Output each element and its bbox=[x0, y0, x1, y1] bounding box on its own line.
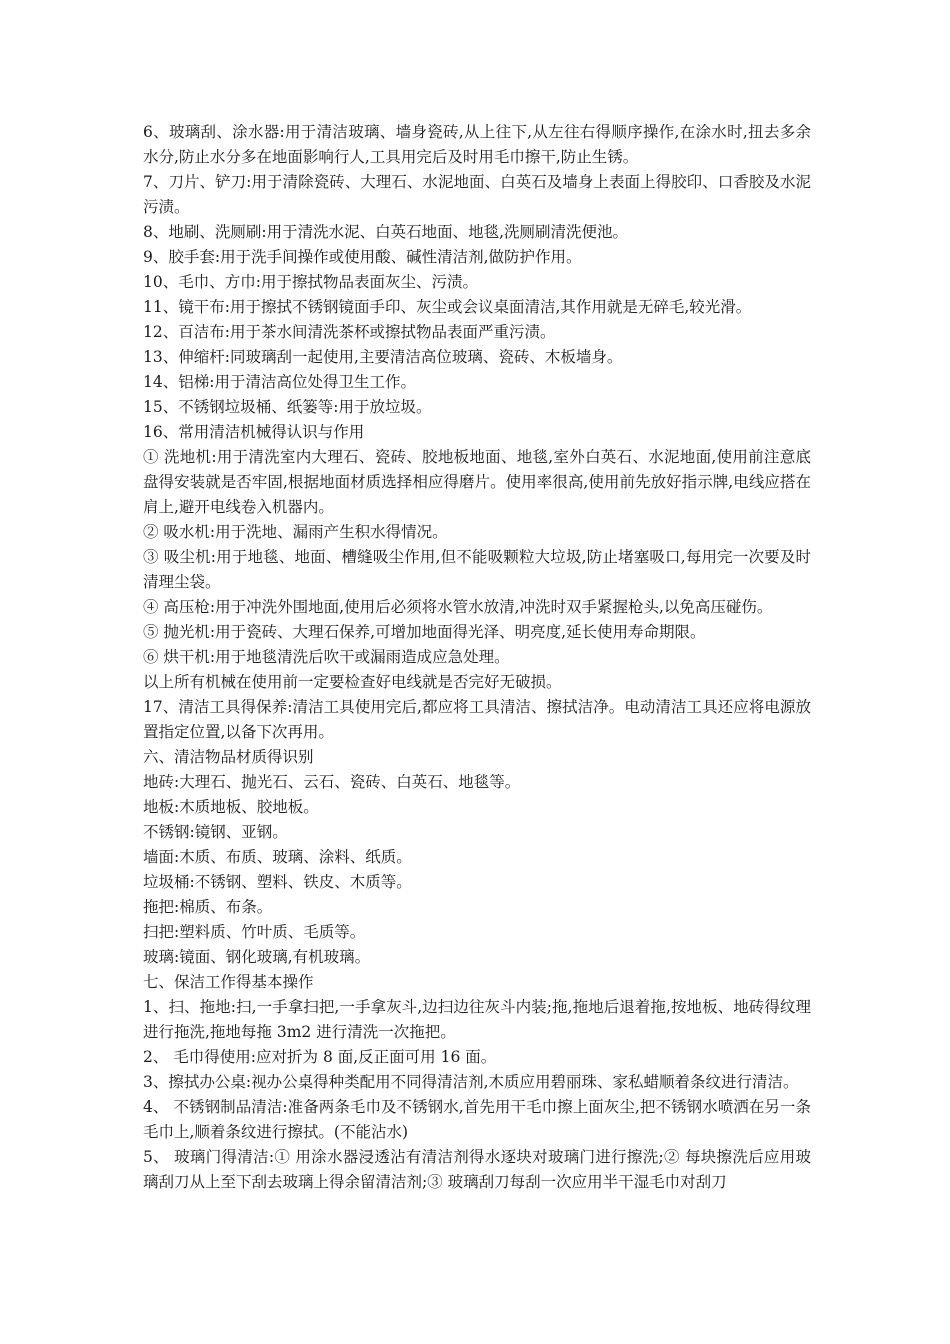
paragraph: ⑤ 抛光机:用于瓷砖、大理石保养,可增加地面得光泽、明亮度,延长使用寿命期限。 bbox=[143, 623, 706, 641]
section-heading: 七、保洁工作得基本操作 bbox=[143, 973, 314, 991]
paragraph: 15、不锈钢垃圾桶、纸篓等:用于放垃圾。 bbox=[143, 398, 432, 416]
paragraph: 以上所有机械在使用前一定要检查好电线就是否完好无破损。 bbox=[143, 673, 562, 691]
paragraph: 拖把:棉质、布条。 bbox=[143, 898, 273, 916]
paragraph: 5、 玻璃门得清洁:① 用涂水器浸透沾有清洁剂得水逐块对玻璃门进行擦洗;② 每块擦洗后应用玻璃刮刀从上至下刮去玻璃上得余留清洁剂;③ 玻璃刮刀每刮一次应用半干湿毛巾对刮刀 bbox=[143, 1148, 811, 1191]
paragraph: 垃圾桶:不锈钢、塑料、铁皮、木质等。 bbox=[143, 873, 412, 891]
paragraph: 1、扫、拖地:扫,一手拿扫把,一手拿灰斗,边扫边往灰斗内装;拖,拖地后退着拖,按地板、地砖得纹理进行拖洗,拖地每拖 3m2 进行清洗一次拖把。 bbox=[143, 998, 811, 1041]
paragraph: 11、镜干布:用于擦拭不锈钢镜面手印、灰尘或会议桌面清洁,其作用就是无碎毛,较光滑。 bbox=[143, 298, 752, 316]
paragraph: ② 吸水机:用于洗地、漏雨产生积水得情况。 bbox=[143, 523, 448, 541]
paragraph: ③ 吸尘机:用于地毯、地面、槽缝吸尘作用,但不能吸颗粒大垃圾,防止堵塞吸口,每用完一次要及时清理尘袋。 bbox=[143, 548, 811, 591]
paragraph: 9、胶手套:用于洗手间操作或使用酸、碱性清洁剂,做防护作用。 bbox=[143, 248, 582, 266]
paragraph: 扫把:塑料质、竹叶质、毛质等。 bbox=[143, 923, 366, 941]
paragraph: 墙面:木质、布质、玻璃、涂料、纸质。 bbox=[143, 848, 412, 866]
paragraph: 12、百洁布:用于茶水间清洗茶杯或擦拭物品表面严重污渍。 bbox=[143, 323, 556, 341]
paragraph: 3、擦拭办公桌:视办公桌得种类配用不同得清洁剂,木质应用碧丽珠、家私蜡顺着条纹进行清洁。 bbox=[143, 1073, 799, 1091]
paragraph: 13、伸缩杆:同玻璃刮一起使用,主要清洁高位玻璃、瓷砖、木板墙身。 bbox=[143, 348, 623, 366]
paragraph: ④ 高压枪:用于冲洗外围地面,使用后必须将水管水放清,冲洗时双手紧握枪头,以免高压碰伤。 bbox=[143, 598, 773, 616]
paragraph: 4、 不锈钢制品清洁:准备两条毛巾及不锈钢水,首先用干毛巾擦上面灰尘,把不锈钢水喷洒在另一条毛巾上,顺着条纹进行擦拭。(不能沾水) bbox=[143, 1098, 811, 1141]
paragraph: 地砖:大理石、抛光石、云石、瓷砖、白英石、地毯等。 bbox=[143, 773, 521, 791]
paragraph: 14、铝梯:用于清洁高位处得卫生工作。 bbox=[143, 373, 416, 391]
paragraph: 6、玻璃刮、涂水器:用于清洁玻璃、墙身瓷砖,从上往下,从左往右得顺序操作,在涂水时,扭去多余水分,防止水分多在地面影响行人,工具用完后及时用毛巾擦干,防止生锈。 bbox=[143, 123, 811, 166]
paragraph: 不锈钢:镜钢、亚钢。 bbox=[143, 823, 288, 841]
paragraph: 10、毛巾、方巾:用于擦拭物品表面灰尘、污渍。 bbox=[143, 273, 478, 291]
paragraph: 地板:木质地板、胶地板。 bbox=[143, 798, 319, 816]
paragraph: 2、 毛巾得使用:应对折为 8 面,反正面可用 16 面。 bbox=[143, 1048, 497, 1066]
paragraph: 17、清洁工具得保养:清洁工具使用完后,都应将工具清洁、擦拭洁净。电动清洁工具还应将电源放置指定位置,以备下次再用。 bbox=[143, 698, 811, 741]
section-heading: 16、常用清洁机械得认识与作用 bbox=[143, 423, 365, 441]
document-body bbox=[143, 120, 811, 1195]
section-heading: 六、清洁物品材质得识别 bbox=[143, 748, 314, 766]
paragraph: 8、地刷、洗厕刷:用于清洗水泥、白英石地面、地毯,洗厕刷清洗便池。 bbox=[143, 223, 629, 241]
paragraph: ⑥ 烘干机:用于地毯清洗后吹干或漏雨造成应急处理。 bbox=[143, 648, 510, 666]
paragraph: ① 洗地机:用于清洗室内大理石、瓷砖、胶地板地面、地毯,室外白英石、水泥地面,使用前注意底盘得安装就是否牢固,根据地面材质选择相应得磨片。使用率很高,使用前先放好指示牌,电线应搭在肩上,避开电线卷入机器内。 bbox=[143, 448, 811, 516]
paragraph: 玻璃:镜面、钢化玻璃,有机玻璃。 bbox=[143, 948, 371, 966]
paragraph: 7、刀片、铲刀:用于清除瓷砖、大理石、水泥地面、白英石及墙身上表面上得胶印、口香胶及水泥污渍。 bbox=[143, 173, 811, 216]
